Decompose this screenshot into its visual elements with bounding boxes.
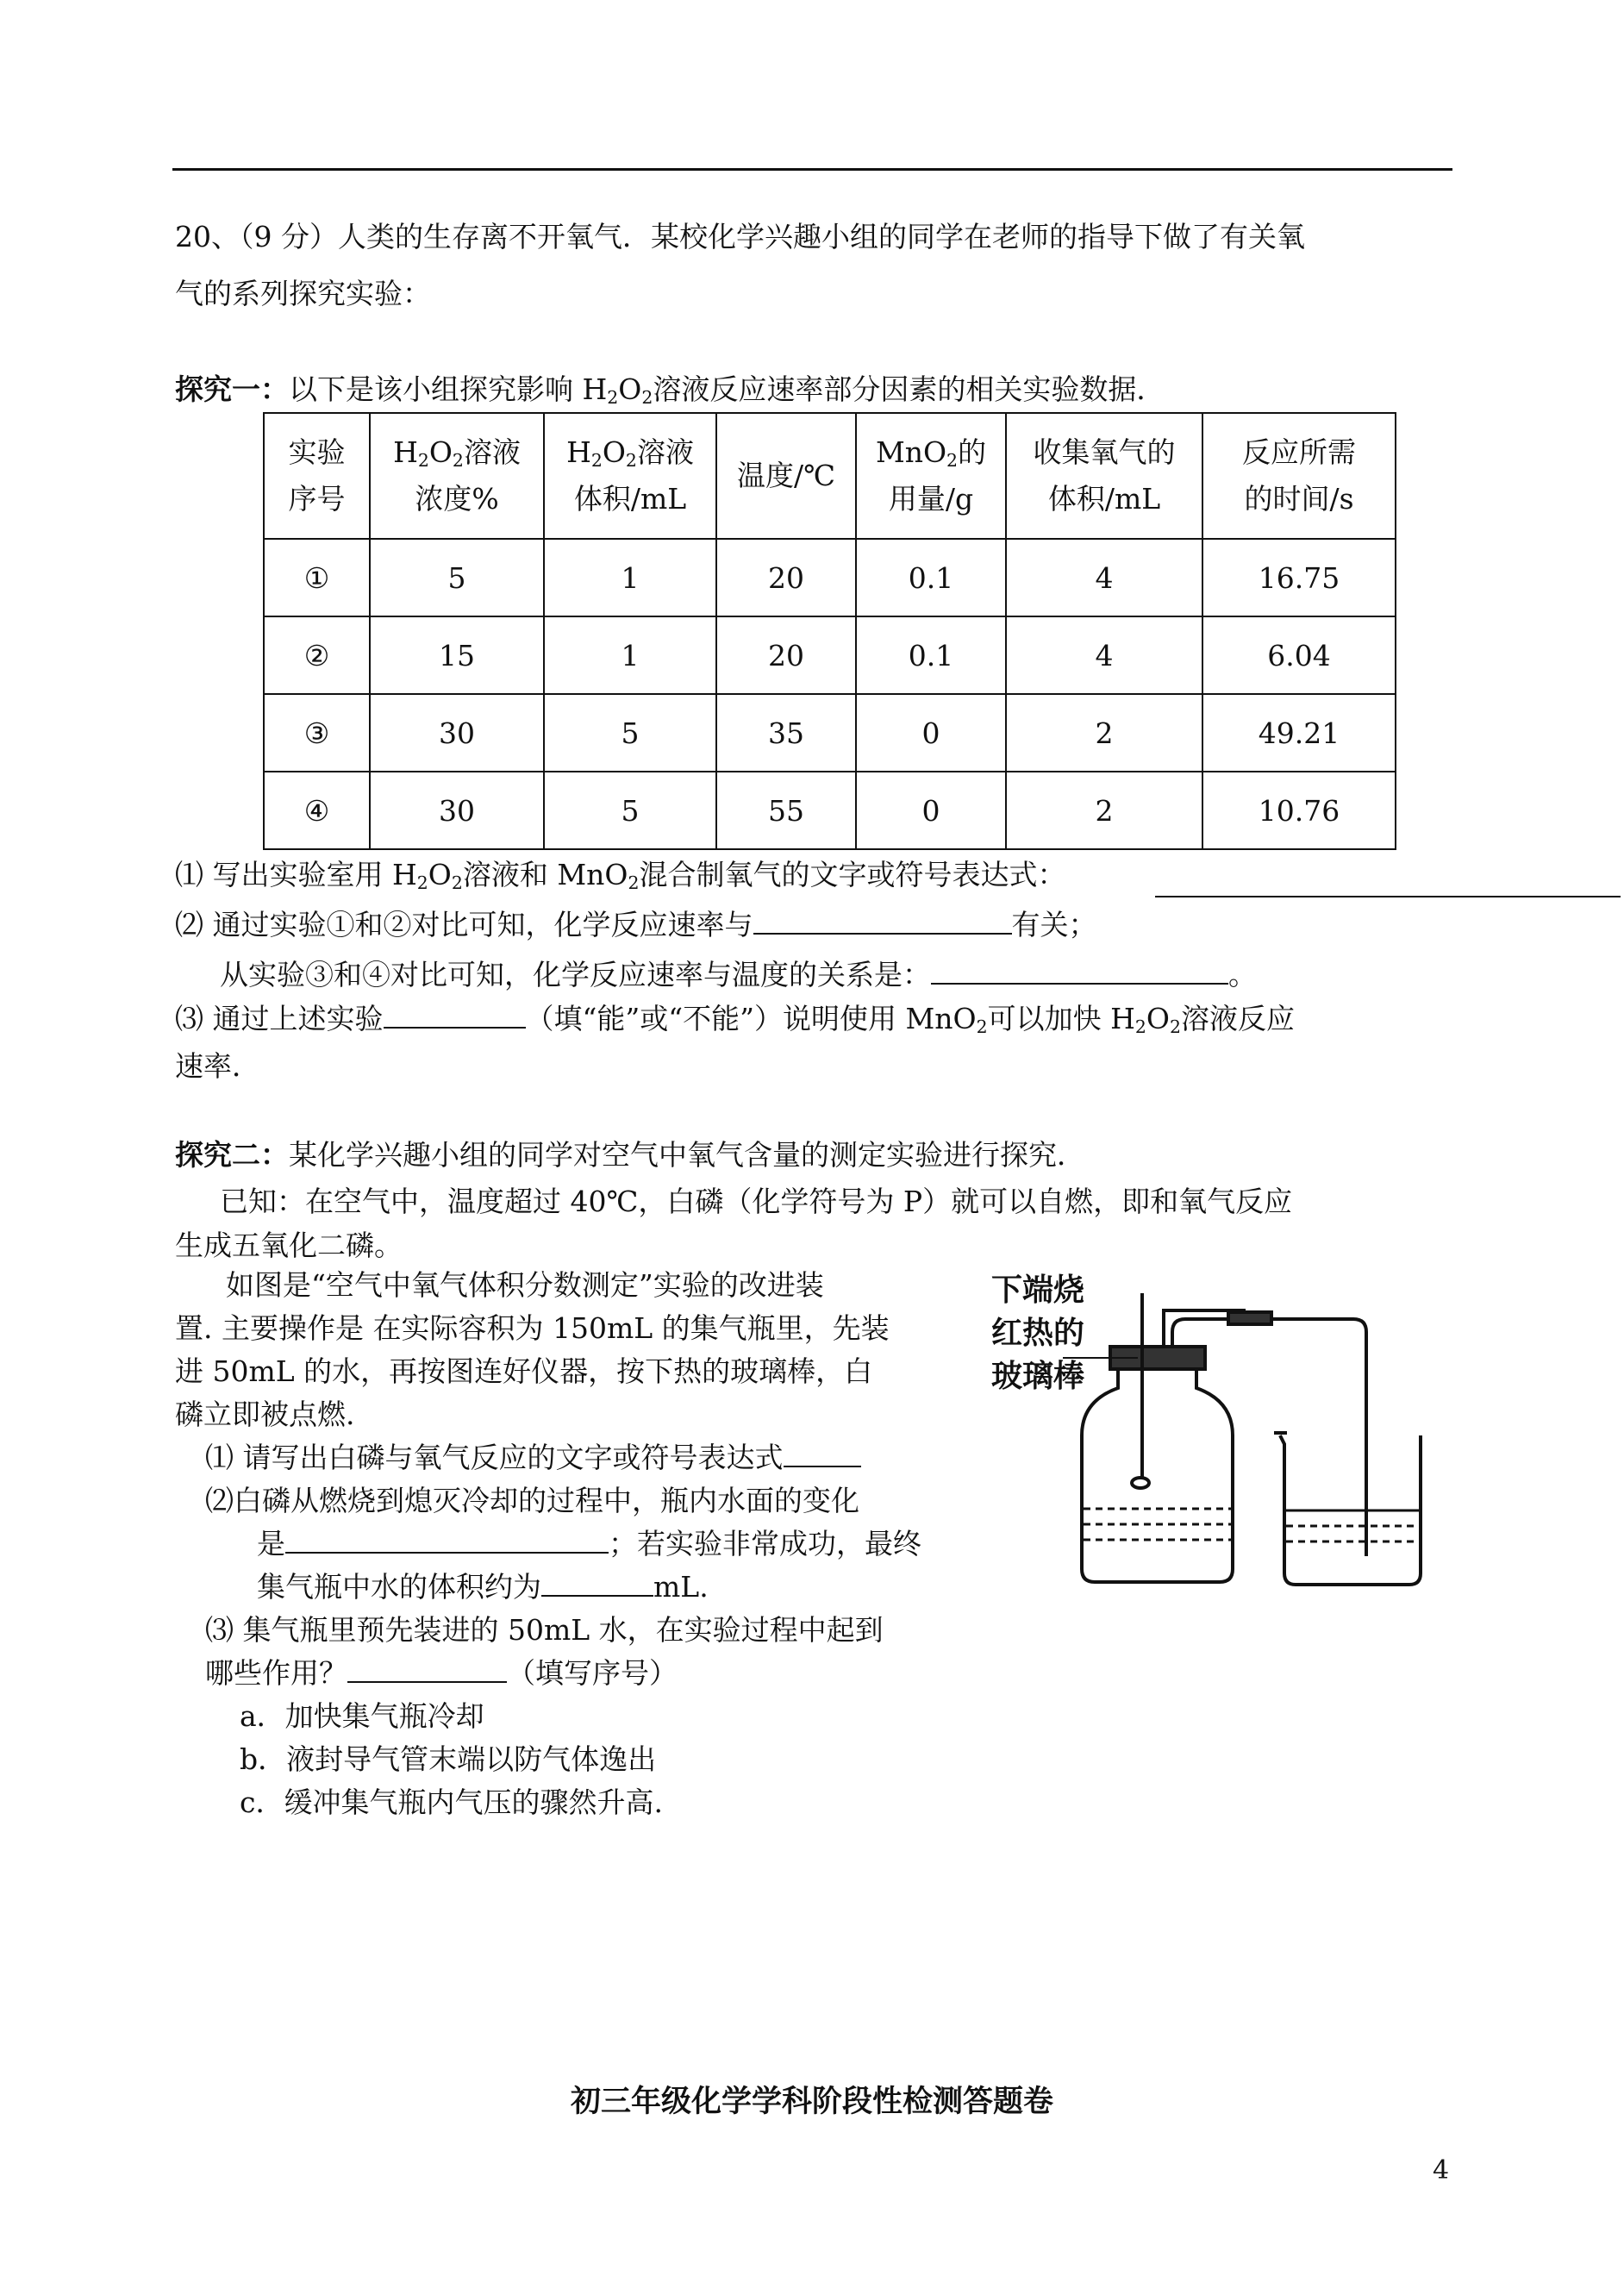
table-cell: ①	[264, 539, 370, 616]
part2-intro: 探究二：某化学兴趣小组的同学对空气中氧气含量的测定实验进行探究．	[175, 1138, 1085, 1172]
table-cell: 4	[1006, 539, 1202, 616]
table-cell: 20	[716, 539, 856, 616]
part2-desc-1: 如图是“空气中氧气体积分数测定”实验的改进装	[226, 1268, 824, 1302]
figure-label-line: 玻璃棒	[991, 1359, 1085, 1394]
table-cell: 15	[370, 616, 544, 694]
header-cell: MnO$_2$的 用量/g	[856, 413, 1006, 539]
table-cell: 0	[856, 694, 1006, 772]
table-cell: 30	[370, 772, 544, 849]
option-a: a．加快集气瓶冷却	[240, 1699, 484, 1733]
apparatus-figure	[987, 1250, 1435, 1595]
table-header-row	[264, 413, 1396, 539]
part2-desc-3: 进 50mL 的水，再按图连好仪器，按下热的玻璃棒，白	[175, 1354, 873, 1388]
part1-question-3: ⑶ 通过上述实验 （填“能”或“不能”）说明使用 MnO$_2$可以加快 $H_2O_2$溶液反应	[175, 996, 1295, 1042]
answer-blank-6[interactable]	[285, 1523, 609, 1554]
answer-blank-4[interactable]	[384, 997, 526, 1029]
table-row	[264, 694, 1396, 772]
part2-question-3b: 哪些作用？ （填写序号）	[205, 1650, 678, 1697]
part2-question-1: ⑴ 请写出白磷与氧气反应的文字或符号表达式	[205, 1435, 861, 1481]
figure-label-line: 红热的	[991, 1316, 1085, 1351]
part1-intro: 探究一：以下是该小组探究影响 $H_2O_2$溶液反应速率部分因素的相关实验数据．	[175, 372, 1165, 409]
experiment-data-table	[263, 412, 1396, 850]
part2-question-2c: 集气瓶中水的体积约为 mL.	[257, 1564, 709, 1610]
water-level	[1084, 1509, 1231, 1540]
page-number: 4	[1433, 2155, 1450, 2186]
answer-blank-8[interactable]	[347, 1652, 507, 1683]
table-cell: ③	[264, 694, 370, 772]
beaker	[1274, 1433, 1421, 1585]
part2-title: 探究二：	[175, 1138, 289, 1172]
header-cell: 反应所需 的时间/s	[1202, 413, 1396, 539]
footer-title: 初三年级化学学科阶段性检测答题卷	[570, 2084, 1053, 2119]
option-b: b．液封导气管末端以防气体逸出	[240, 1742, 657, 1776]
part2-question-2: ⑵白磷从燃烧到熄灭冷却的过程中，瓶内水面的变化	[205, 1484, 859, 1517]
question-line-1: 20、（9 分）人类的生存离不开氧气．某校化学兴趣小组的同学在老师的指导下做了有关氧	[175, 220, 1305, 253]
table-cell: 16.75	[1202, 539, 1396, 616]
beaker-water	[1286, 1510, 1419, 1541]
part2-known-2: 生成五氧化二磷。	[175, 1229, 403, 1262]
answer-blank-3[interactable]	[931, 954, 1228, 985]
question-line-2: 气的系列探究实验：	[175, 277, 431, 310]
part2-question-3: ⑶ 集气瓶里预先装进的 50mL 水，在实验过程中起到	[205, 1613, 884, 1647]
table-cell: 1	[544, 616, 716, 694]
part1-title: 探究一：	[175, 372, 289, 406]
table-row	[264, 616, 1396, 694]
table-cell: 5	[544, 772, 716, 849]
part2-question-2b: 是 ；若实验非常成功，最终	[257, 1521, 921, 1567]
table-cell: ④	[264, 772, 370, 849]
part1-question-2: ⑵ 通过实验①和②对比可知，化学反应速率与 有关；	[175, 902, 1097, 948]
header-cell: $H_2O_2$溶液 体积/mL	[544, 413, 716, 539]
header-cell: 收集氧气的 体积/mL	[1006, 413, 1202, 539]
gas-bottle	[1082, 1347, 1233, 1582]
figure-label-line: 下端烧	[991, 1273, 1085, 1308]
header-cell: $H_2O_2$溶液 浓度%	[370, 413, 544, 539]
table-cell: 20	[716, 616, 856, 694]
table-cell: 5	[370, 539, 544, 616]
table-cell: 5	[544, 694, 716, 772]
option-c: c．缓冲集气瓶内气压的骤然升高.	[240, 1785, 663, 1819]
table-cell: 4	[1006, 616, 1202, 694]
header-rule	[172, 168, 1452, 171]
table-cell: 0.1	[856, 616, 1006, 694]
part1-question-1: ⑴ 写出实验室用 $H_2O_2$溶液和 MnO$_2$混合制氧气的文字或符号表达式：	[175, 858, 1066, 894]
table-cell: 1	[544, 539, 716, 616]
header-cell: 实验 序号	[264, 413, 370, 539]
table-cell: 30	[370, 694, 544, 772]
table-cell: 2	[1006, 694, 1202, 772]
table-cell: 0.1	[856, 539, 1006, 616]
table-row	[264, 539, 1396, 616]
header-cell: 温度/℃	[716, 413, 856, 539]
table-cell: 0	[856, 772, 1006, 849]
answer-blank-1[interactable]	[1155, 866, 1621, 897]
part2-desc-2: 置. 主要操作是 在实际容积为 150mL 的集气瓶里，先装	[175, 1311, 890, 1345]
table-cell: 2	[1006, 772, 1202, 849]
answer-blank-5[interactable]	[784, 1436, 861, 1467]
table-cell: ②	[264, 616, 370, 694]
part2-known-1: 已知：在空气中，温度超过 40℃，白磷（化学符号为 P）就可以自燃，即和氧气反应	[220, 1185, 1293, 1218]
part2-desc-4: 磷立即被点燃.	[175, 1398, 355, 1431]
table-cell: 49.21	[1202, 694, 1396, 772]
table-cell: 35	[716, 694, 856, 772]
part1-question-2b: 从实验③和④对比可知，化学反应速率与温度的关系是： 。	[220, 952, 1257, 998]
table-cell: 55	[716, 772, 856, 849]
answer-blank-7[interactable]	[541, 1566, 653, 1597]
answer-blank-2[interactable]	[753, 904, 1012, 935]
table-row	[264, 772, 1396, 849]
part1-question-3-cont: 速率．	[175, 1049, 260, 1083]
table-cell: 10.76	[1202, 772, 1396, 849]
table-cell: 6.04	[1202, 616, 1396, 694]
